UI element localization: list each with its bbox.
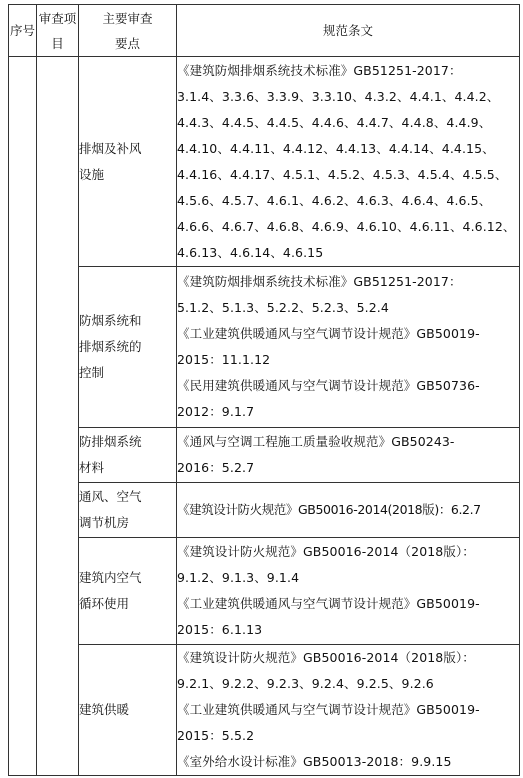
spec-line: 9.1.2、9.1.3、9.1.4 <box>177 570 300 585</box>
spec-line: 4.6.13、4.6.14、4.6.15 <box>177 244 324 260</box>
spec-line: 《建筑设计防火规范》GB50016-2014(2018版)：6.2.7 <box>177 502 481 517</box>
spec-line: 2016：5.2.7 <box>177 460 255 475</box>
spec-line: 《工业建筑供暖通风与空气调节设计规范》GB50019- <box>177 326 480 341</box>
spec-line: 9.2.1、9.2.2、9.2.3、9.2.4、9.2.5、9.2.6 <box>177 676 434 691</box>
spec-line: 3.1.4、3.3.6、3.3.9、3.3.10、4.3.2、4.4.1、4.4.2、 <box>177 88 500 104</box>
table-row <box>9 428 520 483</box>
review-point-cell <box>79 428 177 483</box>
spec-line: 5.1.2、5.1.3、5.2.2、5.2.3、5.2.4 <box>177 300 389 315</box>
spec-line: 4.4.16、4.4.17、4.5.1、4.5.2、4.5.3、4.5.4、4.5.5、 <box>177 166 508 182</box>
table-body <box>9 57 520 776</box>
serial-no-cell <box>9 57 37 776</box>
review-point-line: 排烟系统的 <box>79 339 142 354</box>
review-point-line: 防烟系统和 <box>79 313 142 328</box>
header-review-point-line2: 要点 <box>114 35 140 51</box>
spec-line: 《建筑防烟排烟系统技术标准》GB51251-2017： <box>177 62 462 78</box>
table-row <box>9 57 520 267</box>
review-point-line: 建筑内空气 <box>79 570 142 585</box>
spec-clause-cell <box>177 57 520 267</box>
spec-line: 《民用建筑供暖通风与空气调节设计规范》GB50736- <box>177 378 480 393</box>
spec-line: 2015：11.1.12 <box>177 352 271 367</box>
header-review-point-line1: 主要审查 <box>102 10 153 26</box>
spec-clause-cell <box>177 483 520 538</box>
spec-clause-cell <box>177 645 520 776</box>
review-point-cell <box>79 483 177 538</box>
review-point-line: 循环使用 <box>79 596 130 611</box>
spec-line: 4.5.6、4.5.7、4.6.1、4.6.2、4.6.3、4.6.4、4.6.5、 <box>177 192 492 208</box>
spec-line: 4.6.6、4.6.7、4.6.8、4.6.9、4.6.10、4.6.11、4.6.12、 <box>177 218 516 234</box>
review-point-line: 控制 <box>79 365 105 380</box>
spec-clause-cell <box>177 428 520 483</box>
review-point-line: 防排烟系统 <box>79 434 142 449</box>
spec-table <box>8 4 520 776</box>
header-review-point <box>79 5 177 57</box>
header-serial-no: 序号 <box>9 5 37 57</box>
header-review-item: 审查项目 <box>37 5 79 57</box>
review-point-cell <box>79 538 177 645</box>
spec-line: 4.4.3、4.4.5、4.4.5、4.4.6、4.4.7、4.4.8、4.4.9、 <box>177 114 492 130</box>
table-row <box>9 538 520 645</box>
spec-line: 2015：5.5.2 <box>177 728 255 743</box>
review-point-line: 材料 <box>79 460 105 475</box>
table-row <box>9 267 520 428</box>
header-row <box>9 5 520 57</box>
review-point-line: 通风、空气 <box>79 489 142 504</box>
review-point-line: 建筑供暖 <box>79 702 130 717</box>
review-point-cell <box>79 267 177 428</box>
spec-line: 《建筑设计防火规范》GB50016-2014（2018版）： <box>177 650 475 665</box>
spec-line: 《工业建筑供暖通风与空气调节设计规范》GB50019- <box>177 702 480 717</box>
review-point-line: 设施 <box>79 166 105 182</box>
review-point-line: 排烟及补风 <box>79 140 142 156</box>
spec-clause-cell <box>177 538 520 645</box>
table-row <box>9 483 520 538</box>
review-item-cell <box>37 57 79 776</box>
spec-line: 2012：9.1.7 <box>177 404 255 419</box>
review-point-cell <box>79 645 177 776</box>
spec-line: 《室外给水设计标准》GB50013-2018：9.9.15 <box>177 754 452 769</box>
spec-line: 《建筑设计防火规范》GB50016-2014（2018版）： <box>177 544 475 559</box>
table-row <box>9 645 520 776</box>
spec-line: 2015：6.1.13 <box>177 622 263 637</box>
spec-line: 4.4.10、4.4.11、4.4.12、4.4.13、4.4.14、4.4.15、 <box>177 140 495 156</box>
review-point-line: 调节机房 <box>79 515 130 530</box>
review-point-cell <box>79 57 177 267</box>
header-spec-clause: 规范条文 <box>177 5 520 57</box>
spec-line: 《通风与空调工程施工质量验收规范》GB50243- <box>177 434 455 449</box>
spec-line: 《建筑防烟排烟系统技术标准》GB51251-2017： <box>177 274 462 289</box>
spec-clause-cell <box>177 267 520 428</box>
spec-line: 《工业建筑供暖通风与空气调节设计规范》GB50019- <box>177 596 480 611</box>
